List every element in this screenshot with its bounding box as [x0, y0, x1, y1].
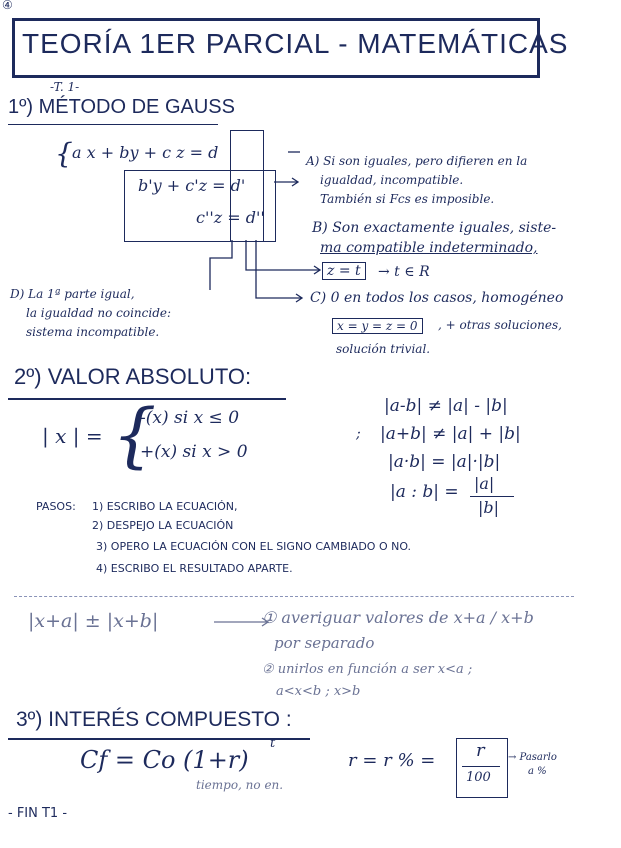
percent-note-1: → Pasarlo: [508, 752, 557, 763]
case-d-line1: D) La 1ª parte igual,: [10, 287, 135, 301]
gauss-eq2: b'y + c'z = d': [138, 176, 246, 195]
abs-property-2: |a+b| ≠ |a| + |b|: [380, 424, 521, 444]
case-d-line2: la igualdad no coincide:: [26, 306, 172, 320]
abs-definition-lhs: | x | =: [42, 424, 103, 448]
gauss-eq1: a x + by + c z = d: [72, 143, 219, 162]
gauss-eq3: c''z = d'': [196, 208, 265, 227]
rate-fraction-bar: [462, 766, 500, 767]
page-title: TEORÍA 1ER PARCIAL - MATEMÁTICAS: [22, 28, 569, 59]
case-b-line2: ma compatible indeterminado,: [320, 240, 538, 256]
case-c-line3: solución trivial.: [336, 342, 431, 356]
case-b-tail: → t ∈ R: [378, 264, 430, 280]
steps-label: PASOS:: [36, 500, 76, 513]
corner-mark: ④: [2, 0, 13, 12]
case-c-tail: , + otras soluciones,: [438, 318, 562, 332]
section1-heading: 1º) MÉTODO DE GAUSS: [8, 96, 235, 118]
abs-fraction-bar: [470, 496, 514, 497]
end-marker: - FIN T1 -: [8, 806, 68, 821]
percent-note-2: a %: [528, 766, 547, 777]
step-3: 3) OPERO LA ECUACIÓN CON EL SIGNO CAMBIADO O NO.: [96, 540, 412, 553]
abs-property-4-left: |a : b| =: [390, 482, 459, 502]
rate-denominator: 100: [466, 770, 491, 785]
abs-semicolon: ;: [356, 426, 361, 442]
case-a-line3: También si Fcs es imposible.: [320, 192, 495, 206]
case-a-line1: A) Si son iguales, pero difieren en la: [306, 154, 528, 168]
abs-property-1: |a-b| ≠ |a| - |b|: [384, 396, 508, 416]
case-d-line3: sistema incompatible.: [26, 325, 160, 339]
abs-note-3: ② unirlos en función a ser x<a ;: [262, 662, 473, 677]
step-2: 2) DESPEJO LA ECUACIÓN: [92, 519, 234, 532]
abs-note-1: ① averiguar valores de x+a / x+b: [262, 608, 534, 627]
abs-case-positive: +(x) si x > 0: [140, 442, 248, 462]
abs-property-4-numerator: |a|: [474, 474, 495, 493]
topic-label: -T. 1-: [50, 80, 80, 94]
compound-interest-exponent: t: [270, 736, 276, 751]
rate-expression: r = r % =: [348, 750, 436, 771]
time-note: tiempo, no en.: [196, 778, 284, 792]
step-1: 1) ESCRIBO LA ECUACIÓN,: [92, 500, 238, 513]
abs-sum-expression: |x+a| ± |x+b|: [28, 610, 159, 632]
section2-heading: 2º) VALOR ABSOLUTO:: [14, 364, 252, 389]
abs-note-4: a<x<b ; x>b: [276, 684, 361, 699]
case-b-box: z = t: [322, 262, 366, 280]
brace-left: {: [55, 137, 73, 170]
abs-property-4-denominator: |b|: [478, 498, 500, 517]
case-c-line1: C) 0 en todos los casos, homogéneo: [310, 290, 564, 306]
section2-divider: [14, 596, 574, 597]
abs-brace: {: [112, 394, 157, 476]
compound-interest-formula: Cf = Co (1+r): [80, 746, 249, 774]
rate-numerator: r: [476, 740, 485, 761]
section3-heading: 3º) INTERÉS COMPUESTO :: [16, 708, 292, 731]
case-a-line2: igualdad, incompatible.: [320, 173, 464, 187]
abs-case-negative: -(x) si x ≤ 0: [140, 408, 240, 428]
step-4: 4) ESCRIBO EL RESULTADO APARTE.: [96, 562, 293, 575]
case-c-box: x = y = z = 0: [332, 318, 423, 334]
abs-property-3: |a·b| = |a|·|b|: [388, 452, 501, 472]
section3-underline: [8, 738, 310, 740]
case-b-line1: B) Son exactamente iguales, siste-: [312, 220, 557, 236]
abs-note-2: por separado: [274, 634, 375, 652]
